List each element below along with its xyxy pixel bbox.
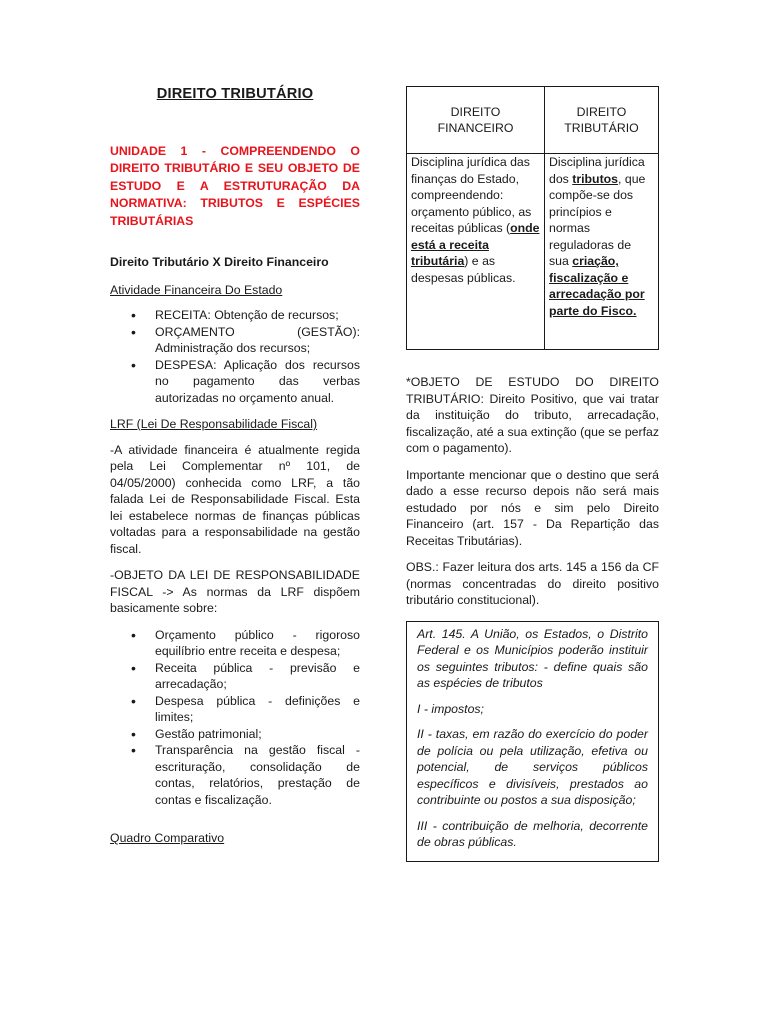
article-item-iii: III - contribuição de melhoria, decorrente de obras públicas. (417, 818, 648, 849)
article-item-ii: II - taxas, em razão do exercício do poder de polícia ou pela utilização, efetiva ou potencial, de serviços públicos específicos e divisíveis, prestados ao contribuinte ou postos a sua disposição; (417, 727, 648, 807)
list-item: • DESPESA: Aplicação dos recursos no pagamento das verbas autorizadas no orçamento anual. (131, 357, 360, 407)
left-column (110, 86, 360, 856)
receita-tributaria-emphasis: onde está a receita tributária (411, 221, 540, 268)
lrf-list (131, 627, 360, 809)
activity-heading: Atividade Financeira Do Estado (110, 282, 283, 297)
list-item: • Transparência na gestão fiscal - escrituração, consolidação de contas, relatórios, prestação de contas e fiscalização. (131, 742, 360, 808)
lrf-objeto-paragraph: -OBJETO DA LEI DE RESPONSABILIDADE FISCAL -> As normas da LRF dispõem basicamente sobre: (110, 568, 360, 615)
article-item-i: I - impostos; (417, 701, 484, 716)
activity-list (131, 307, 360, 406)
document-title: DIREITO TRIBUTÁRIO (156, 86, 314, 102)
list-item: • Gestão patrimonial; (131, 726, 360, 743)
article-145: Art. 145. A União, os Estados, o Distrito Federal e os Municípios poderão instituir os seguintes tributos: - define quais são as espécies de tributos (417, 626, 648, 690)
comparison-heading: Quadro Comparativo (110, 831, 225, 845)
list-item: • RECEITA: Obtenção de recursos; (131, 307, 360, 324)
table-header-tributario: DIREITO TRIBUTÁRIO (545, 87, 659, 154)
importante-paragraph: Importante mencionar que o destino que será dado a esse recurso depois não será mais estudado por nós e sim pelo Direito Financeiro (art. 157 - Da Repartição das Receitas Tributárias). (406, 467, 659, 548)
tributos-emphasis: tributos (572, 171, 619, 186)
fisco-emphasis: criação, fiscalização e arrecadação por parte do Fisco. (549, 254, 645, 318)
table-header-financeiro: DIREITO FINANCEIRO (407, 87, 545, 154)
obs-paragraph: OBS.: Fazer leitura dos arts. 145 a 156 da CF (normas concentradas do direito positivo tributário constitucional). (406, 560, 659, 607)
comparison-table (406, 86, 659, 350)
law-article-box (406, 621, 659, 862)
lrf-paragraph: -A atividade financeira é atualmente regida pela Lei Complementar nº 101, de 04/05/2000) conhecida como LRF, a tão falada Lei de Responsabilidade Fiscal. Esta lei estabelece normas de finanças públicas voltadas para a responsabilidade na gestão fiscal. (110, 442, 360, 556)
table-cell-tributario: Disciplina jurídica dos tributos, que compõe-se dos princípios e normas reguladoras de sua criação, fiscalização e arrecadação por parte do Fisco. (545, 154, 659, 350)
list-item: • Despesa pública - definições e limites; (131, 693, 360, 726)
objeto-estudo-paragraph: *OBJETO DE ESTUDO DO DIREITO TRIBUTÁRIO: Direito Positivo, que vai tratar da instituição do tributo, arrecadação, fiscalização, até a sua extinção (que se perfaz com o pagamento). (406, 375, 659, 455)
right-column (406, 86, 659, 862)
unit-title: UNIDADE 1 - COMPREENDENDO O DIREITO TRIBUTÁRIO E SEU OBJETO DE ESTUDO E A ESTRUTURAÇÃO DA NORMATIVA: TRIBUTOS E ESPÉCIES TRIBUTÁRIAS (110, 143, 360, 228)
lrf-heading: LRF (Lei De Responsabilidade Fiscal) (110, 417, 318, 431)
list-item: • Orçamento público - rigoroso equilíbrio entre receita e despesa; (131, 627, 360, 660)
section-heading: Direito Tributário X Direito Financeiro (110, 255, 329, 269)
table-cell-financeiro: Disciplina jurídica das finanças do Estado, compreendendo: orçamento público, as receitas públicas (onde está a receita tributária) e as despesas públicas. (407, 154, 545, 350)
list-item: • ORÇAMENTO (GESTÃO): Administração dos recursos; (131, 324, 360, 357)
list-item: • Receita pública - previsão e arrecadação; (131, 660, 360, 693)
